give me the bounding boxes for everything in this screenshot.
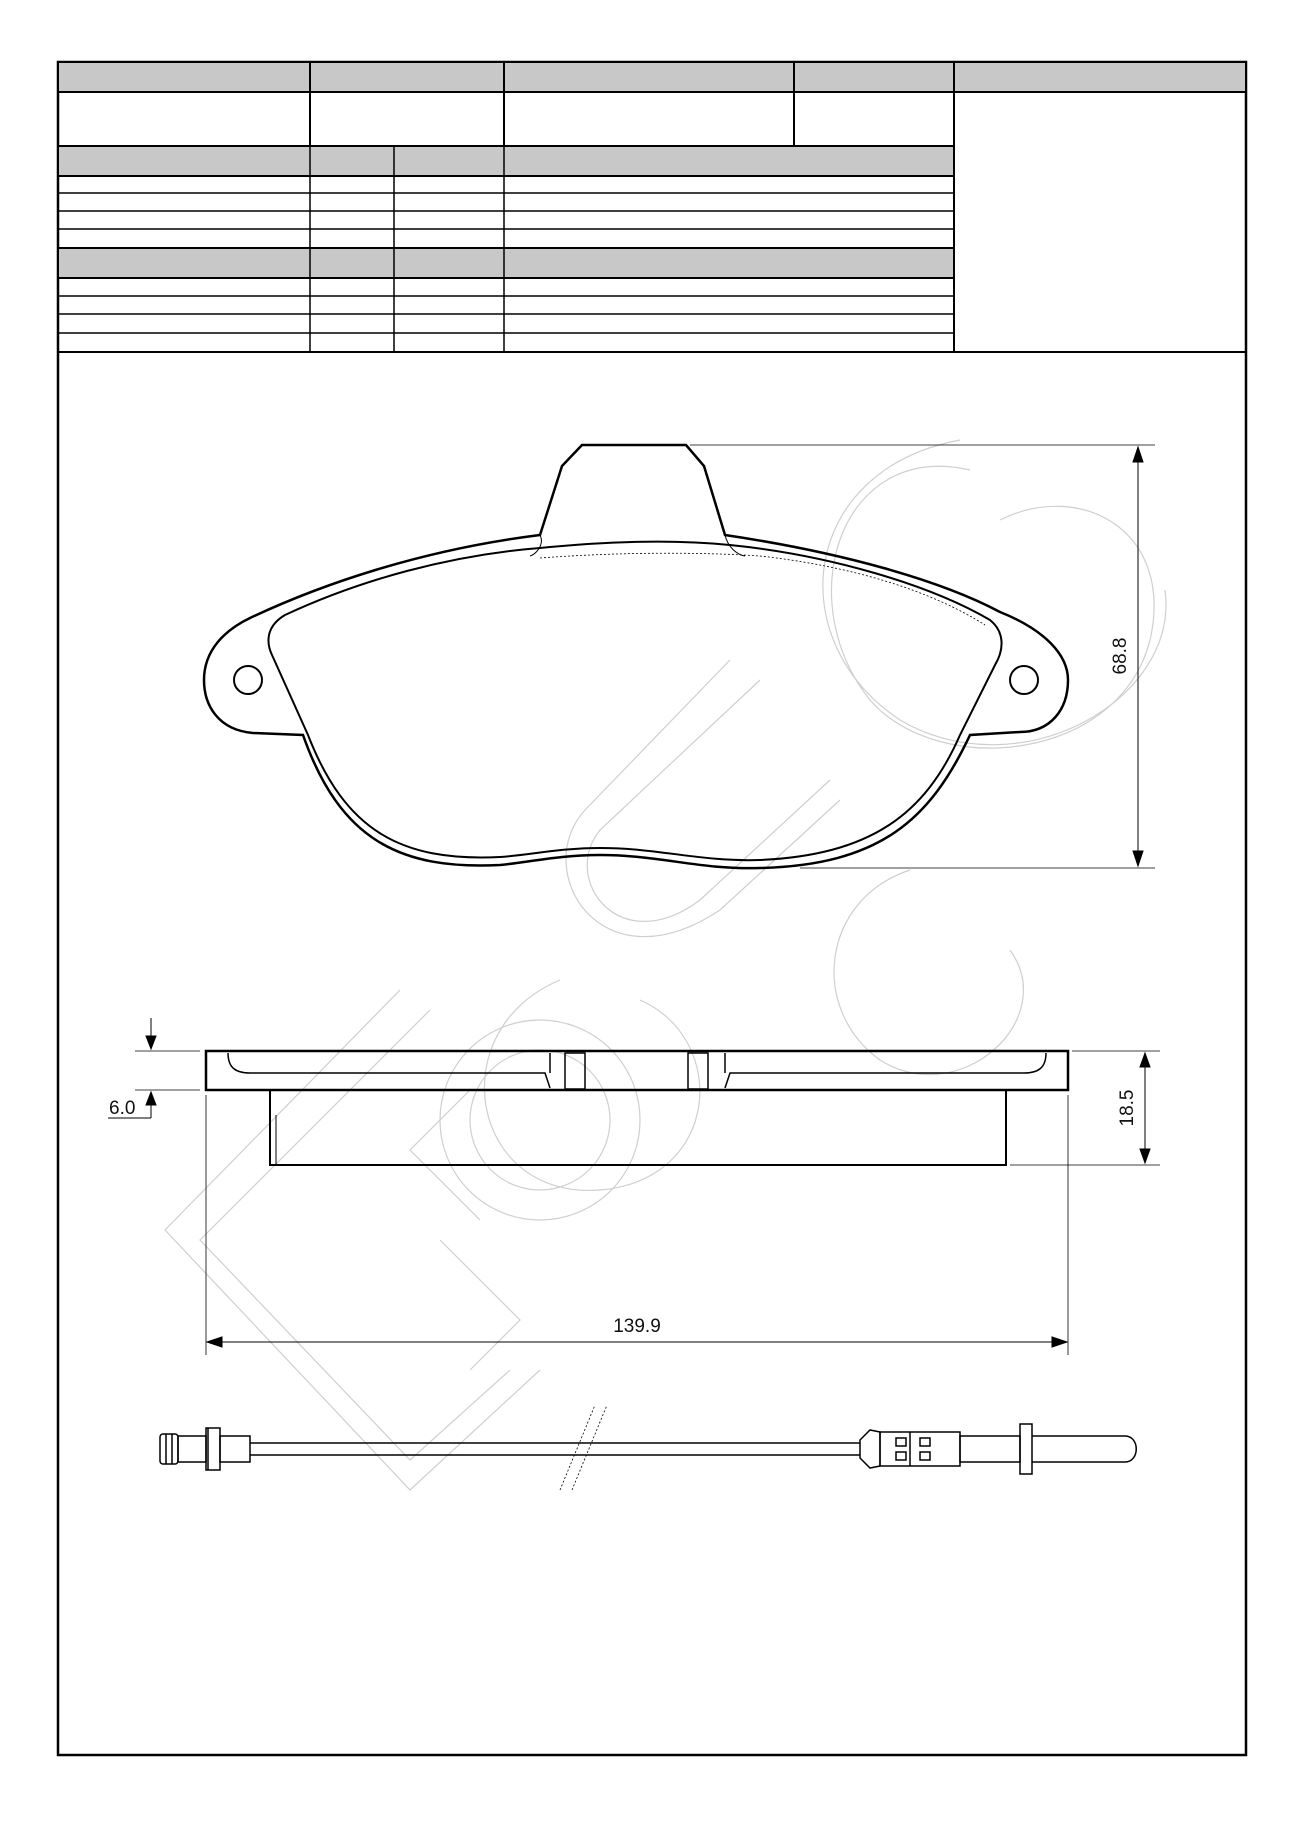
title-block [58,62,1246,352]
watermark-logo [165,440,1166,1490]
backplate-value: 6.0 [109,1098,136,1119]
backplate-dimension [108,1018,200,1119]
wear-sensor-cable [160,1405,1136,1490]
height-dimension [690,445,1155,868]
width-dimension [206,1095,1068,1355]
left-mounting-hole [234,666,262,694]
thickness-value: 18.5 [1117,1089,1138,1127]
height-value: 68.8 [1110,637,1131,675]
brake-pad-front-view [204,445,1068,868]
right-mounting-hole [1010,666,1038,694]
thickness-dimension [1010,1051,1160,1165]
width-value: 139.9 [613,1316,661,1337]
brake-pad-side-view [206,1051,1068,1165]
sheet-frame [58,62,1246,1755]
